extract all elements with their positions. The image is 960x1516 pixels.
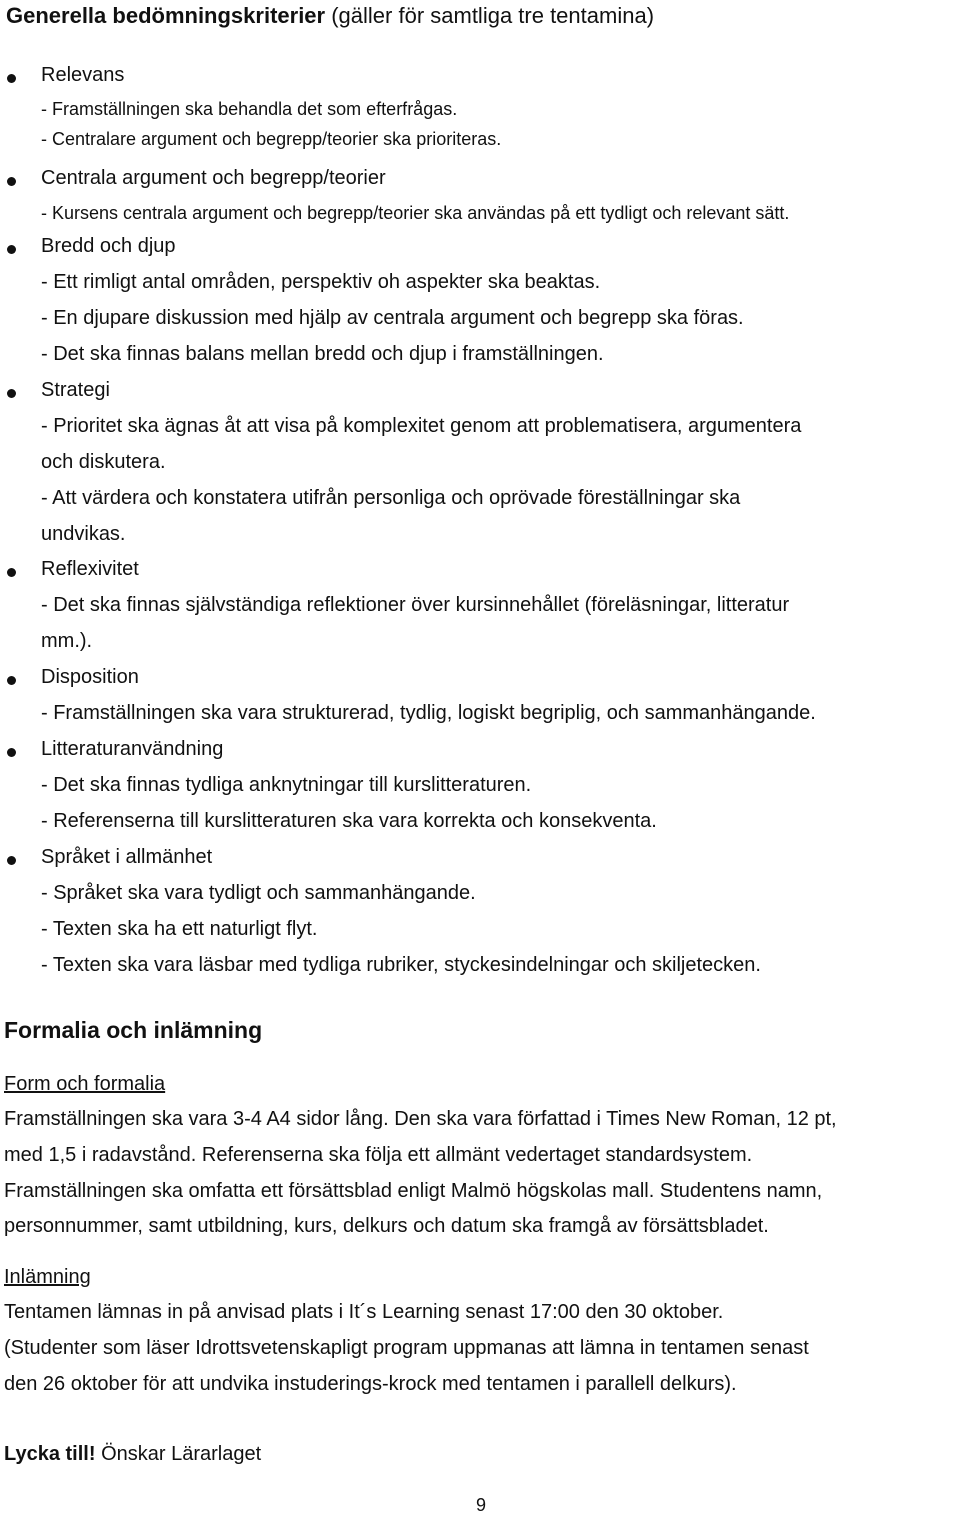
criterion-title: Centrala argument och begrepp/teorier [41, 167, 386, 189]
title-rest: (gäller för samtliga tre tentamina) [325, 3, 655, 28]
subheading-inlamning: Inlämning [4, 1266, 91, 1288]
criterion-line: - Texten ska ha ett naturligt flyt. [41, 918, 318, 940]
title-bold: Generella bedömningskriterier [6, 3, 326, 28]
bullet-icon [7, 748, 16, 757]
criterion-line: - En djupare diskussion med hjälp av centrala argument och begrepp ska föras. [41, 307, 744, 329]
paragraph-line: personnummer, samt utbildning, kurs, delkurs och datum ska framgå av försättsbladet. [4, 1215, 769, 1237]
bullet-icon [7, 389, 16, 398]
paragraph-line: (Studenter som läser Idrottsvetenskapligt program uppmanas att lämna in tentamen senast [4, 1337, 809, 1359]
paragraph-line: den 26 oktober för att undvika instuderings-krock med tentamen i parallell delkurs). [4, 1373, 737, 1395]
bullet-icon [7, 676, 16, 685]
criterion-line: - Framställningen ska behandla det som efterfrågas. [41, 99, 458, 119]
paragraph-line: Framställningen ska omfatta ett försättsblad enligt Malmö högskolas mall. Studentens namn, [4, 1180, 823, 1202]
paragraph-line: Tentamen lämnas in på anvisad plats i It´s Learning senast 17:00 den 30 oktober. [4, 1301, 724, 1323]
criterion-line: undvikas. [41, 523, 126, 545]
criterion-title: Disposition [41, 666, 139, 688]
criterion-line: och diskutera. [41, 451, 166, 473]
bullet-icon [7, 245, 16, 254]
criterion-line: - Texten ska vara läsbar med tydliga rubriker, styckesindelningar och skiljetecken. [41, 954, 761, 976]
bullet-icon [7, 568, 16, 577]
bullet-icon [7, 177, 16, 186]
bullet-icon [7, 856, 16, 865]
criterion-title: Strategi [41, 379, 110, 401]
page-number: 9 [476, 1495, 487, 1515]
criterion-line: - Centralare argument och begrepp/teorier ska prioriteras. [41, 129, 502, 149]
criterion-line: - Det ska finnas balans mellan bredd och djup i framställningen. [41, 343, 604, 365]
criterion-line: - Språket ska vara tydligt och sammanhängande. [41, 882, 476, 904]
page-title [6, 2, 654, 30]
criterion-title: Litteraturanvändning [41, 738, 224, 760]
criterion-line: - Det ska finnas självständiga reflektioner över kursinnehållet (föreläsningar, litteratur [41, 594, 790, 616]
criterion-line: - Att värdera och konstatera utifrån personliga och oprövade föreställningar ska [41, 487, 741, 509]
criterion-title: Relevans [41, 64, 125, 86]
closing-bold: Lycka till! [4, 1443, 96, 1465]
criterion-line: - Referenserna till kurslitteraturen ska vara korrekta och konsekventa. [41, 810, 657, 832]
criterion-line: - Kursens centrala argument och begrepp/teorier ska användas på ett tydligt och relevant sätt. [41, 203, 790, 223]
criterion-title: Språket i allmänhet [41, 846, 213, 868]
subheading-form-och-formalia: Form och formalia [4, 1073, 166, 1095]
paragraph-line: med 1,5 i radavstånd. Referenserna ska följa ett allmänt vedertaget standardsystem. [4, 1144, 753, 1166]
bullet-icon [7, 74, 16, 83]
paragraph-line: Framställningen ska vara 3-4 A4 sidor lång. Den ska vara författad i Times New Roman, 12 pt, [4, 1108, 837, 1130]
criterion-title: Bredd och djup [41, 235, 176, 257]
closing-line [4, 1441, 261, 1467]
criterion-line: - Framställningen ska vara strukturerad, tydlig, logiskt begriplig, och sammanhängande. [41, 702, 816, 724]
criterion-line: - Det ska finnas tydliga anknytningar till kurslitteraturen. [41, 774, 532, 796]
closing-rest: Önskar Lärarlaget [95, 1443, 262, 1465]
criterion-line: mm.). [41, 630, 93, 652]
section-heading-formalia: Formalia och inlämning [4, 1017, 263, 1043]
criterion-line: - Ett rimligt antal områden, perspektiv oh aspekter ska beaktas. [41, 271, 601, 293]
criterion-title: Reflexivitet [41, 558, 139, 580]
criterion-line: - Prioritet ska ägnas åt att visa på komplexitet genom att problematisera, argumentera [41, 415, 802, 437]
